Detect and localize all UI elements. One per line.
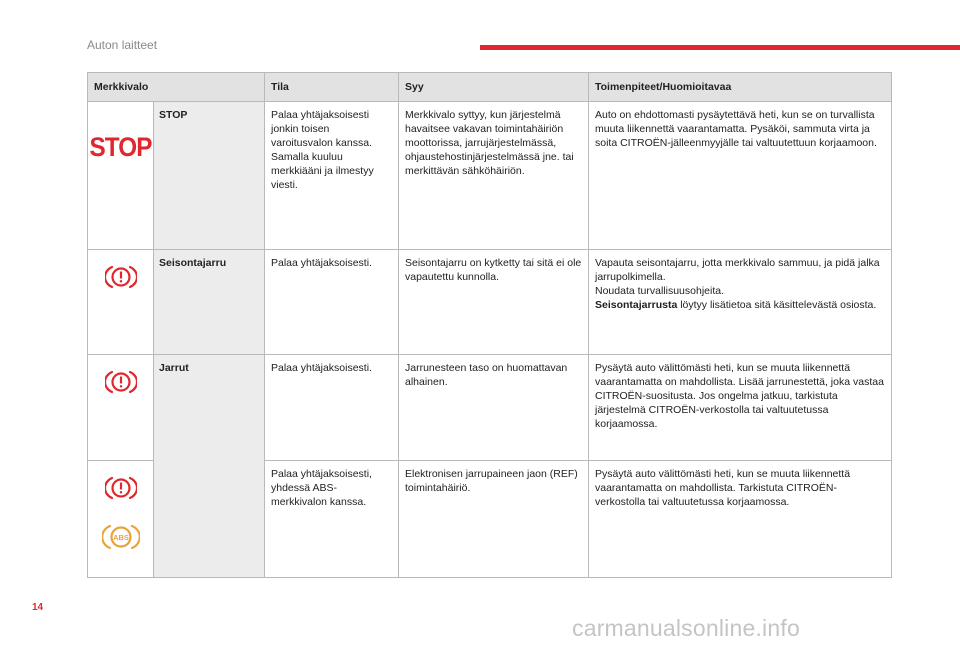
state-text: Palaa yhtäjaksoisesti. <box>265 355 399 461</box>
stop-icon: STOP <box>89 132 152 162</box>
header-accent-bar <box>480 45 960 50</box>
icon-cell <box>88 355 154 461</box>
page-number: 14 <box>32 602 44 613</box>
exclamation-warning-icon <box>105 369 137 395</box>
cause-text: Seisontajarru on kytketty tai sitä ei ole vapautettu kunnolla. <box>399 250 589 355</box>
cause-text: Merkkivalo syttyy, kun järjestelmä havaitsee vakavan toimintahäiriön moottorissa, jarrujärjestelmässä, ohjaustehostinjärjestelmässä jne. tai merkittävän sähköhäiriön. <box>399 102 589 250</box>
state-text: Palaa yhtäjaksoisesti. <box>265 250 399 355</box>
abs-icon <box>102 522 140 552</box>
lamp-name: Jarrut <box>154 355 265 578</box>
state-text: Palaa yhtäjaksoisesti jonkin toisen varoitusvalon kanssa. Samalla kuuluu merkkiääni ja ilmestyy viesti. <box>265 102 399 250</box>
icon-cell <box>88 250 154 355</box>
column-header-cause: Syy <box>399 73 589 102</box>
column-header-state: Tila <box>265 73 399 102</box>
action-bold-term: Seisontajarrusta <box>595 299 678 311</box>
cause-text: Jarrunesteen taso on huomattavan alhainen. <box>399 355 589 461</box>
state-text: Palaa yhtäjaksoisesti, yhdessä ABS-merkkivalon kanssa. <box>265 461 399 578</box>
lamp-name: STOP <box>154 102 265 250</box>
table-row <box>88 355 892 461</box>
column-header-lamp: Merkkivalo <box>88 73 265 102</box>
action-text: Pysäytä auto välittömästi heti, kun se muuta liikennettä vaarantamatta on mahdollista. Tarkistuta CITROËN-verkostolla tai valtuutetussa korjaamossa. <box>589 461 892 578</box>
watermark: carmanualsonline.info <box>572 615 800 641</box>
action-rest: löytyy lisätietoa sitä käsittelevästä osiosta. <box>677 299 877 311</box>
table-header-row <box>88 73 892 102</box>
action-line: Noudata turvallisuusohjeita. <box>595 285 724 297</box>
icon-cell <box>88 461 154 578</box>
abs-icon-label: ABS <box>112 533 129 542</box>
exclamation-warning-icon <box>105 475 137 501</box>
action-line <box>595 298 885 312</box>
action-text: Auto on ehdottomasti pysäytettävä heti, kun se on turvallista muuta liikennettä vaarantamatta. Pysäköi, sammuta virta ja soita CITROËN-jälleenmyyjälle tai valtuutettuun korjaamoon. <box>589 102 892 250</box>
action-text <box>589 250 892 355</box>
exclamation-warning-icon <box>105 264 137 290</box>
lamp-name: Seisontajarru <box>154 250 265 355</box>
action-text: Pysäytä auto välittömästi heti, kun se muuta liikennettä vaarantamatta on mahdollista. Lisää jarrunestettä, joka vastaa CITROËN-suositusta. Jos ongelma jatkuu, tarkistuta järjestelmä CITROËN-verkostolla tai valtuutetussa korjaamossa. <box>589 355 892 461</box>
cause-text: Elektronisen jarrupaineen jaon (REF) toimintahäiriö. <box>399 461 589 578</box>
icon-cell <box>88 102 154 250</box>
table-row <box>88 102 892 250</box>
column-header-action: Toimenpiteet/Huomioitavaa <box>589 73 892 102</box>
action-line: Vapauta seisontajarru, jotta merkkivalo sammuu, ja pidä jalka jarrupolkimella. <box>595 257 880 283</box>
section-title: Auton laitteet <box>87 38 158 52</box>
table-row <box>88 250 892 355</box>
warning-lights-table <box>87 72 892 578</box>
